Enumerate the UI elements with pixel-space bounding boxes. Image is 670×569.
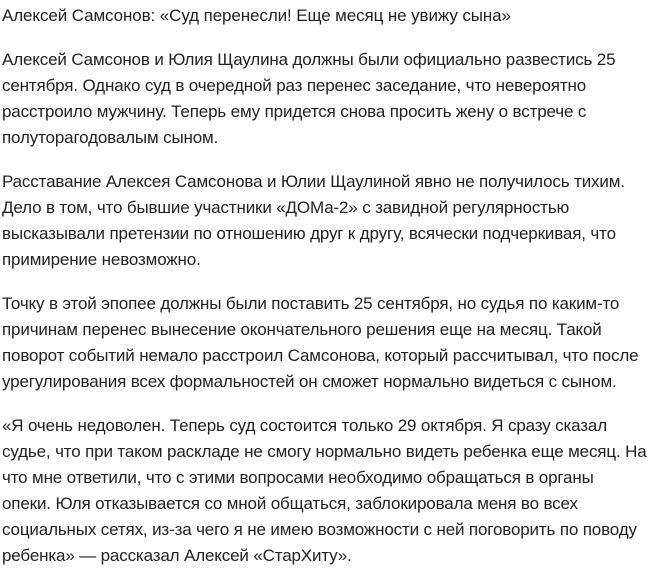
paragraph-line: урегулирования всех формальностей он сможет нормально видеться с сыном. xyxy=(2,372,617,391)
paragraph-line: судье, что при таком раскладе не смогу нормально видеть ребенка еще месяц. На xyxy=(2,442,647,461)
paragraph-line: ребенка» — рассказал Алексей «СтарХиту». xyxy=(2,546,352,565)
paragraph-line: полуторагодовалым сыном. xyxy=(2,128,219,147)
paragraph-1 xyxy=(2,47,668,151)
paragraph-3 xyxy=(2,291,668,395)
article-title: Алексей Самсонов: «Суд перенесли! Еще месяц не увижу сына» xyxy=(2,6,511,25)
paragraph-line: поворот событий немало расстроил Самсонова, который рассчитывал, что после xyxy=(2,346,639,365)
paragraph-line: Алексей Самсонов и Юлия Щаулина должны были официально развестись 25 xyxy=(2,50,616,69)
paragraph-line: расстроило мужчину. Теперь ему придется снова просить жену о встрече с xyxy=(2,102,587,121)
paragraph-line: сентября. Однако суд в очередной раз перенес заседание, что невероятно xyxy=(2,76,587,95)
paragraph-line: причинам перенес вынесение окончательного решения еще на месяц. Такой xyxy=(2,320,602,339)
paragraph-line: что мне ответили, что с этими вопросами необходимо обращаться в органы xyxy=(2,468,594,487)
paragraph-line: «Я очень недоволен. Теперь суд состоится только 29 октября. Я сразу сказал xyxy=(2,416,607,435)
paragraph-line: Точку в этой эпопее должны были поставить 25 сентября, но судья по каким-то xyxy=(2,294,620,313)
article xyxy=(2,0,668,569)
paragraph-line: Расставание Алексея Самсонова и Юлии Щаулиной явно не получилось тихим. xyxy=(2,172,625,191)
paragraph-2 xyxy=(2,169,668,273)
paragraph-line: опеки. Юля отказывается со мной общаться, заблокировала меня во всех xyxy=(2,494,578,513)
paragraph-line: высказывали претензии по отношению друг к другу, всячески подчеркивая, что xyxy=(2,224,616,243)
paragraph-line: Дело в том, что бывшие участники «ДОМа-2» с завидной регулярностью xyxy=(2,198,570,217)
paragraph-line: примирение невозможно. xyxy=(2,250,201,269)
paragraph-4-quote xyxy=(2,413,668,569)
paragraph-line: социальных сетях, из-за чего я не имею возможности с ней поговорить по поводу xyxy=(2,520,637,539)
